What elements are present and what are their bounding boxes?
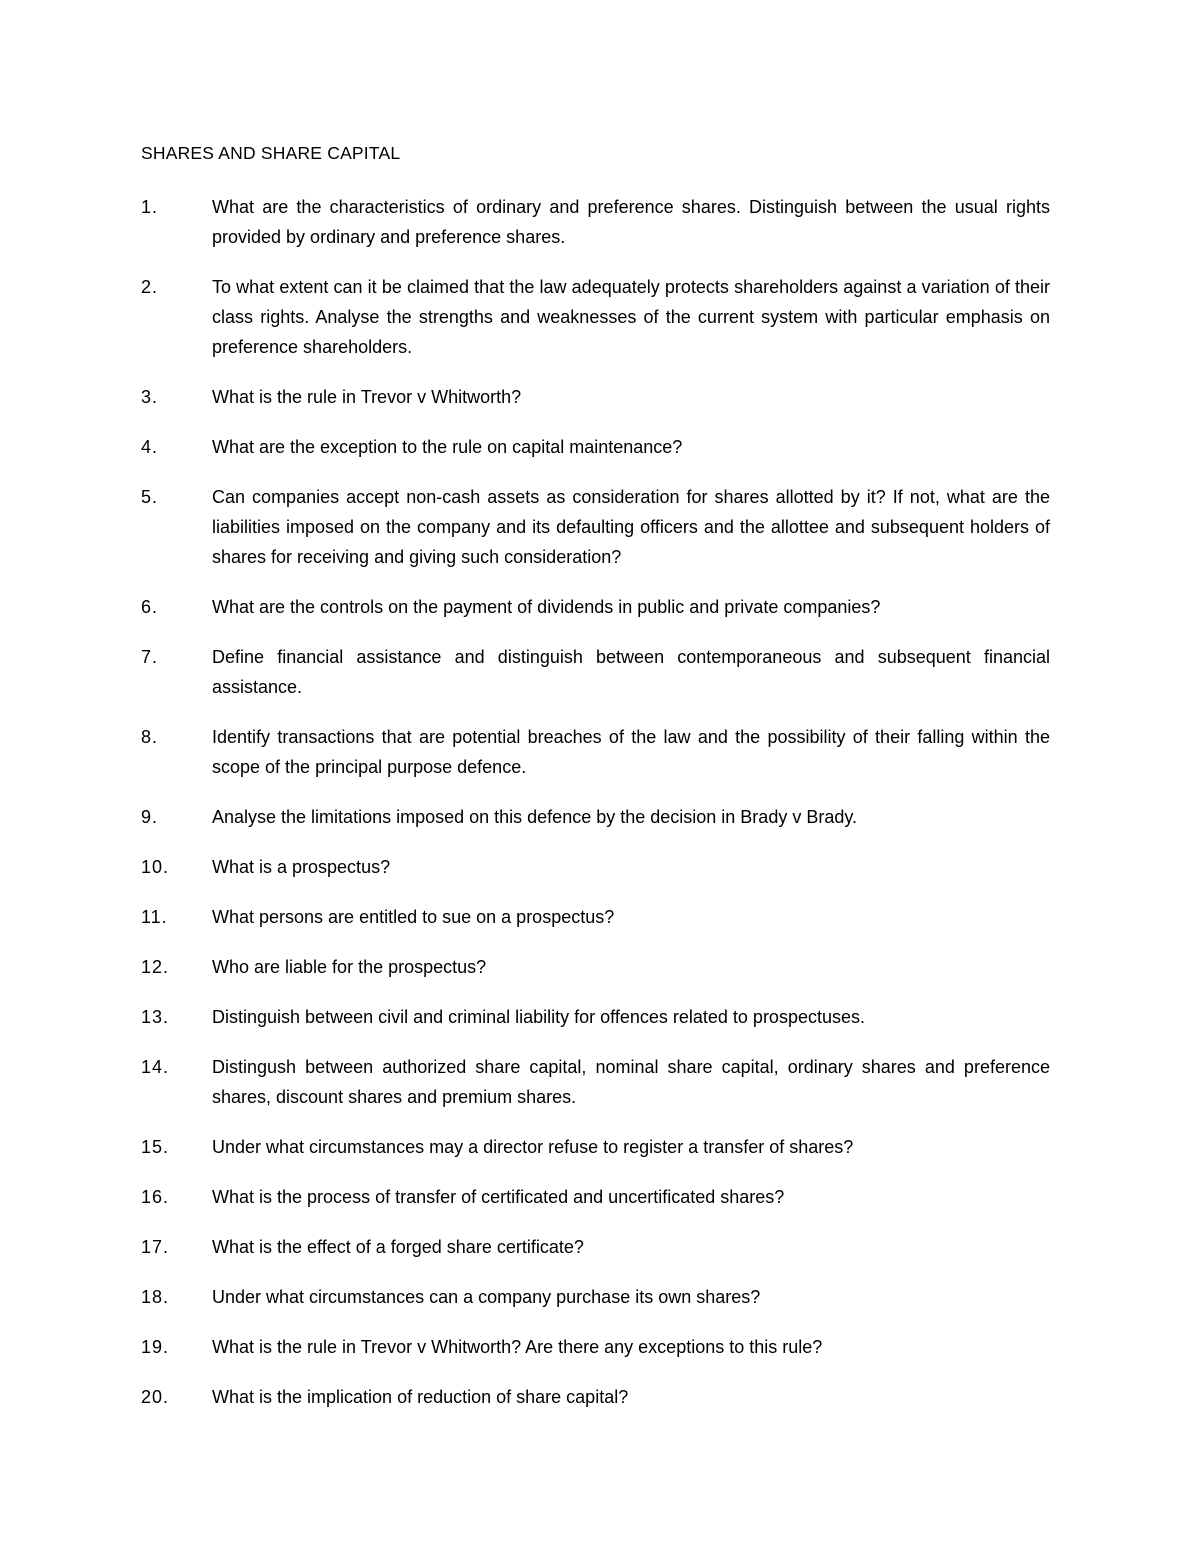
- question-number: 9.: [141, 807, 159, 827]
- question-number: 16.: [141, 1187, 170, 1207]
- question-number: 15.: [141, 1137, 170, 1157]
- list-item: [141, 1232, 1051, 1262]
- question-number: 6.: [141, 597, 159, 617]
- list-item: [141, 482, 1051, 572]
- list-item: [141, 1382, 1051, 1412]
- question-number: 19.: [141, 1337, 170, 1357]
- list-item: [141, 592, 1051, 622]
- question-text: What are the characteristics of ordinary and preference shares. Distinguish between the usual rights provided by ordinary and preference shares.: [212, 197, 1050, 247]
- list-item: [141, 1282, 1051, 1312]
- list-item: [141, 1132, 1051, 1162]
- list-item: [141, 902, 1051, 932]
- question-text: What is the process of transfer of certificated and uncertificated shares?: [212, 1187, 785, 1207]
- question-number: 7.: [141, 647, 159, 667]
- list-item: [141, 722, 1051, 782]
- list-item: [141, 382, 1051, 412]
- question-text: What persons are entitled to sue on a prospectus?: [212, 907, 615, 927]
- question-text: Define financial assistance and distinguish between contemporaneous and subsequent financial assistance.: [212, 647, 1050, 697]
- question-text: What is the effect of a forged share certificate?: [212, 1237, 584, 1257]
- question-number: 14.: [141, 1057, 170, 1077]
- list-item: [141, 1332, 1051, 1362]
- list-item: [141, 1182, 1051, 1212]
- question-text: Analyse the limitations imposed on this defence by the decision in Brady v Brady.: [212, 807, 858, 827]
- question-text: What are the controls on the payment of dividends in public and private companies?: [212, 597, 881, 617]
- question-number: 3.: [141, 387, 159, 407]
- question-text: Can companies accept non-cash assets as consideration for shares allotted by it? If not, what are the liabilities imposed on the company and its defaulting officers and the allottee and subsequent holders of shares for receiving and giving such consideration?: [212, 487, 1050, 567]
- question-text: What is the implication of reduction of share capital?: [212, 1387, 629, 1407]
- question-number: 5.: [141, 487, 159, 507]
- question-text: Identify transactions that are potential breaches of the law and the possibility of their falling within the scope of the principal purpose defence.: [212, 727, 1050, 777]
- question-number: 10.: [141, 857, 170, 877]
- list-item: [141, 192, 1051, 252]
- question-text: Under what circumstances may a director refuse to register a transfer of shares?: [212, 1137, 854, 1157]
- question-number: 12.: [141, 957, 170, 977]
- question-text: Under what circumstances can a company purchase its own shares?: [212, 1287, 761, 1307]
- question-text: Who are liable for the prospectus?: [212, 957, 487, 977]
- list-item: [141, 432, 1051, 462]
- list-item: [141, 272, 1051, 362]
- list-item: [141, 952, 1051, 982]
- question-number: 18.: [141, 1287, 170, 1307]
- question-number: 1.: [141, 197, 159, 217]
- question-number: 17.: [141, 1237, 170, 1257]
- question-text: To what extent can it be claimed that the law adequately protects shareholders against a variation of their class rights. Analyse the strengths and weaknesses of the current system with particular emphasis on preference shareholders.: [212, 277, 1050, 357]
- question-number: 11.: [141, 907, 168, 927]
- question-number: 4.: [141, 437, 159, 457]
- question-text: What is the rule in Trevor v Whitworth?: [212, 387, 522, 407]
- question-text: Distinguish between civil and criminal liability for offences related to prospectuses.: [212, 1007, 865, 1027]
- question-text: What is a prospectus?: [212, 857, 391, 877]
- question-number: 8.: [141, 727, 159, 747]
- question-number: 20.: [141, 1387, 170, 1407]
- list-item: [141, 802, 1051, 832]
- question-text: What are the exception to the rule on capital maintenance?: [212, 437, 683, 457]
- question-number: 13.: [141, 1007, 170, 1027]
- question-text: What is the rule in Trevor v Whitworth? Are there any exceptions to this rule?: [212, 1337, 823, 1357]
- list-item: [141, 852, 1051, 882]
- list-item: [141, 1002, 1051, 1032]
- page-title: SHARES AND SHARE CAPITAL: [141, 143, 401, 163]
- list-item: [141, 642, 1051, 702]
- question-number: 2.: [141, 277, 159, 297]
- list-item: [141, 1052, 1051, 1112]
- question-text: Distingush between authorized share capital, nominal share capital, ordinary shares and preference shares, discount shares and premium shares.: [212, 1057, 1050, 1107]
